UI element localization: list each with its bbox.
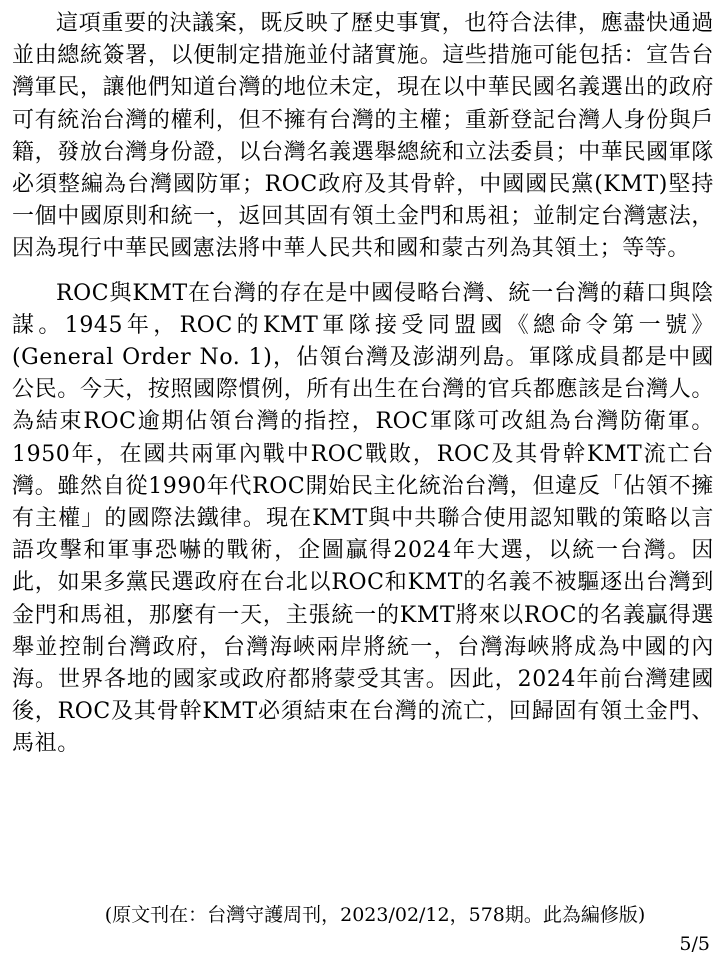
document-body	[12, 8, 714, 761]
paragraph-resolution: 這項重要的決議案，既反映了歷史事實，也符合法律，應盡快通過並由總統簽署，以便制定措施並付諸實施。這些措施可能包括：宣告台灣軍民，讓他們知道台灣的地位未定，現在以中華民國名義選出的政府可有統治台灣的權利，但不擁有台灣的主權；重新登記台灣人身份與戶籍，發放台灣身份證，以台灣名義選舉總統和立法委員；中華民國軍隊必須整編為台灣國防軍；ROC政府及其骨幹，中國國民黨(KMT)堅持一個中國原則和統一，返回其固有領土金門和馬祖；並制定台灣憲法，因為現行中華民國憲法將中華人民共和國和蒙古列為其領土；等等。	[12, 11, 714, 262]
page-number: 5/5	[679, 933, 710, 955]
paragraph-roc-kmt: ROC與KMT在台灣的存在是中國侵略台灣、統一台灣的藉口與陰謀。1945年，ROC的KMT軍隊接受同盟國《總命令第一號》(General Order No. 1)，佔領台灣及澎湖列島。軍隊成員都是中國公民。今天，按照國際慣例，所有出生在台灣的官兵都應該是台灣人。為結束ROC逾期佔領台灣的指控，ROC軍隊可改組為台灣防衛軍。1950年，在國共兩軍內戰中ROC戰敗，ROC及其骨幹KMT流亡台灣。雖然自從1990年代ROC開始民主化統治台灣，但違反「佔領不擁有主權」的國際法鐵律。現在KMT與中共聯合使用認知戰的策略以言語攻擊和軍事恐嚇的戰術，企圖贏得2024年大選，以統一台灣。因此，如果多黨民選政府在台北以ROC和KMT的名義不被驅逐出台灣到金門和馬祖，那麼有一天，主張統一的KMT將來以ROC的名義贏得選舉並控制台灣政府，台灣海峽兩岸將統一，台灣海峽將成為中國的內海。世界各地的國家或政府都將蒙受其害。因此，2024年前台灣建國後，ROC及其骨幹KMT必須結束在台灣的流亡，回歸固有領土金門、馬祖。	[12, 280, 714, 757]
source-note: (原文刊在：台灣守護周刊，2023/02/12，578期。此為編修版)	[104, 904, 646, 926]
